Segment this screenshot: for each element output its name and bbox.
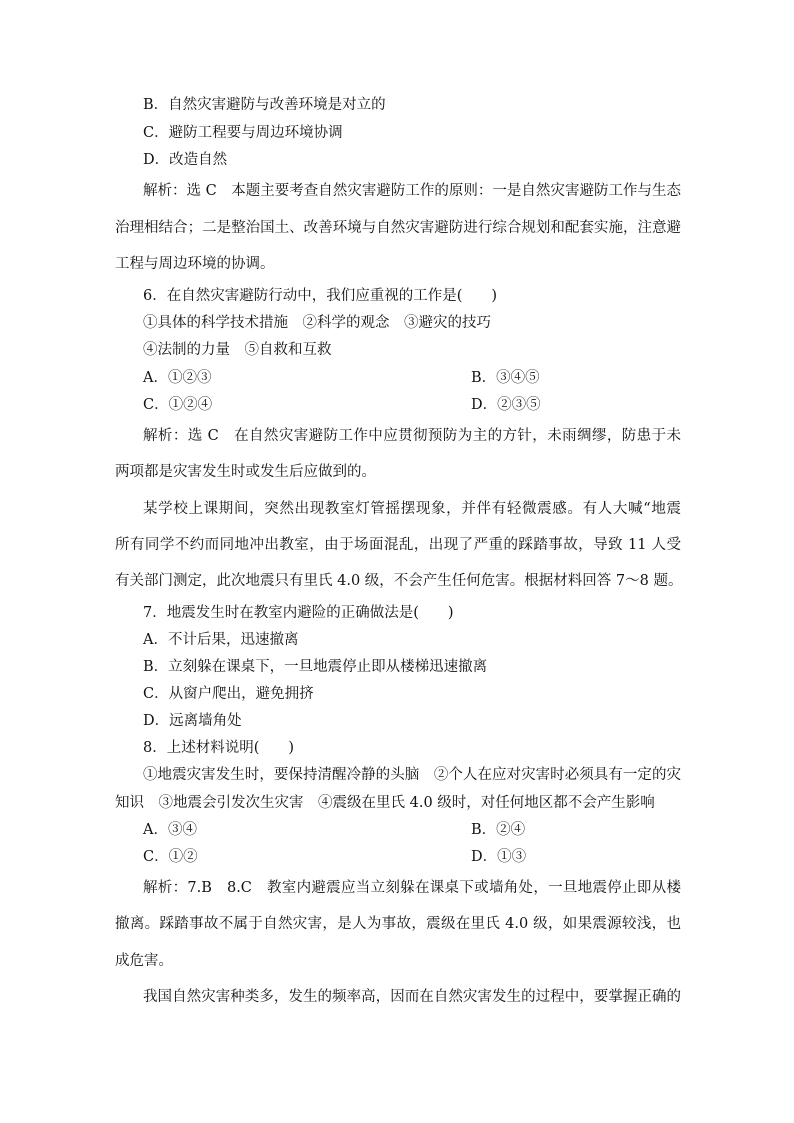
q7-option-a: A．不计后果，迅速撤离: [143, 632, 299, 648]
q6-items-line-1: ①具体的科学技术措施 ②科学的观念 ③避灾的技巧: [143, 315, 491, 331]
q7-option-c: C．从窗户爬出，避免拥挤: [143, 686, 314, 702]
q8-option-c: C．①②: [143, 849, 198, 865]
q8-items-line-1: ①地震灾害发生时，要保持清醒冷静的头脑 ②个人在应对灾害时必须具有一定的灾: [143, 767, 681, 783]
q6-items-line-2: ④法制的力量 ⑤自救和互救: [143, 342, 332, 358]
q6-stem: 6．在自然灾害避防行动中，我们应重视的工作是( ): [143, 288, 498, 304]
q5-analysis-line-2: 治理相结合；二是整治国土、改善环境与自然灾害避防进行综合规划和配套实施，注意避: [115, 220, 681, 236]
closing-paragraph-line-1: 我国自然灾害种类多，发生的频率高，因而在自然灾害发生的过程中，要掌握正确的: [143, 989, 681, 1005]
q78-analysis-line-3: 成危害。: [115, 953, 173, 969]
material-line-2: 所有同学不约而同地冲出教室，由于场面混乱，出现了严重的踩踏事故，导致 11 人受: [115, 537, 681, 553]
q6-analysis-line-2: 两项都是灾害发生时或发生后应做到的。: [115, 464, 376, 480]
q6-option-a: A．①②③: [143, 370, 212, 386]
q7-option-d: D．远离墙角处: [143, 713, 242, 729]
q8-option-b: B．②④: [471, 822, 526, 838]
q8-option-a: A．③④: [143, 822, 197, 838]
q5-option-b: B．自然灾害避防与改善环境是对立的: [143, 97, 386, 113]
q8-items-line-2: 知识 ③地震会引发次生灾害 ④震级在里氏 4.0 级时，对任何地区都不会产生影响: [115, 795, 655, 811]
q78-analysis-line-1: 解析：7.B 8.C 教室内避震应当立刻躲在课桌下或墙角处，一旦地震停止即从楼: [143, 880, 681, 896]
q5-analysis-line-3: 工程与周边环境的协调。: [115, 256, 275, 272]
q5-option-d: D．改造自然: [143, 152, 228, 168]
q8-stem: 8．上述材料说明( ): [143, 740, 295, 756]
q5-option-c: C．避防工程要与周边环境协调: [143, 125, 343, 141]
q6-option-d: D．②③⑤: [471, 397, 541, 413]
q6-option-c: C．①②④: [143, 397, 213, 413]
q7-stem: 7．地震发生时在教室内避险的正确做法是( ): [143, 605, 454, 621]
q6-option-b: B．③④⑤: [471, 370, 540, 386]
material-line-1: 某学校上课期间，突然出现教室灯管摇摆现象，并伴有轻微震感。有人大喊“地震: [143, 501, 681, 517]
q78-analysis-line-2: 撤离。踩踏事故不属于自然灾害，是人为事故，震级在里氏 4.0 级，如果震源较浅，也: [115, 916, 681, 932]
material-line-3: 有关部门测定，此次地震只有里氏 4.0 级，不会产生任何危害。根据材料回答 7～8 题。: [115, 573, 683, 589]
q7-option-b: B．立刻躲在课桌下，一旦地震停止即从楼梯迅速撤离: [143, 659, 488, 675]
q6-analysis-line-1: 解析：选 C 在自然灾害避防工作中应贯彻预防为主的方针，未雨绸缪，防患于未: [143, 428, 681, 444]
q8-option-d: D．①③: [471, 849, 527, 865]
q5-analysis-line-1: 解析：选 C 本题主要考查自然灾害避防工作的原则：一是自然灾害避防工作与生态: [143, 183, 681, 199]
